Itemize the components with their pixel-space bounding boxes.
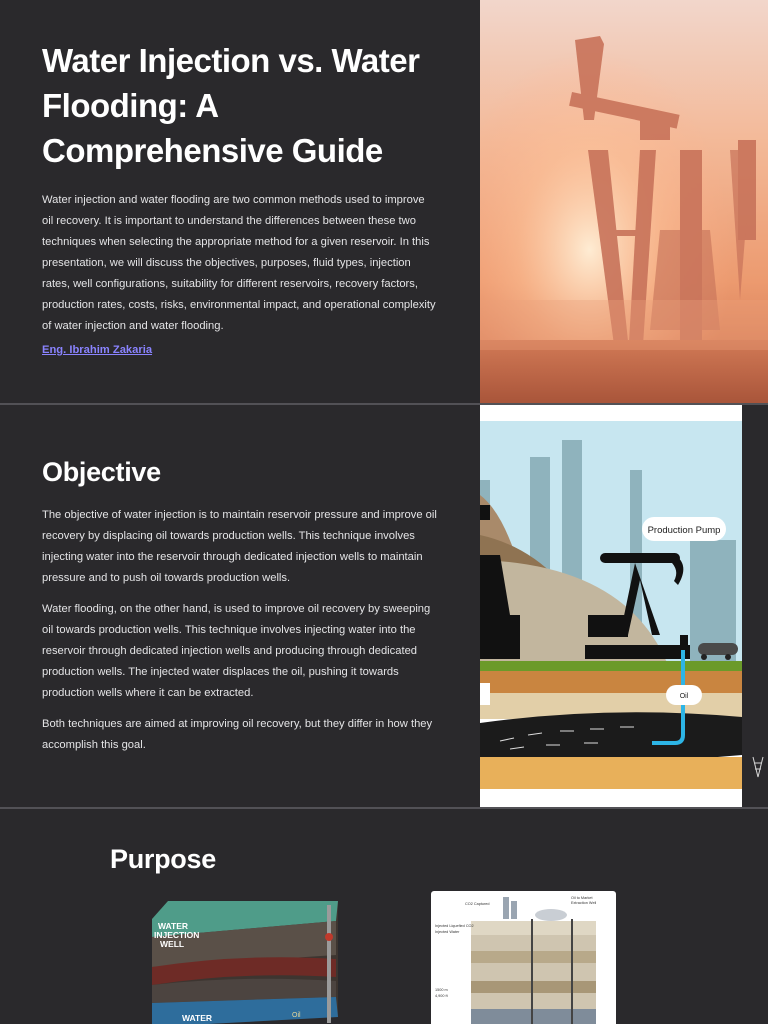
- page-title: Water Injection vs. Water Flooding: A Comprehensive Guide: [42, 42, 420, 169]
- water-injection-well-image: [152, 897, 338, 1024]
- author-link[interactable]: Eng. Ibrahim Zakaria: [42, 344, 153, 356]
- objective-paragraph: The objective of water injection is to maintain reservoir pressure and improve oil recovery by displacing oil towards production wells. This technique involves injecting water into the reservoir through dedicated injection wells to maintain pressure and to push oil towards production wells.: [42, 509, 437, 584]
- oil-label: Oil: [679, 693, 689, 700]
- image-label: CO2 Captured: [465, 902, 490, 906]
- image-label: 1500 m: [435, 988, 448, 992]
- objective-slide: [0, 405, 768, 807]
- image-label: WATER: [158, 921, 189, 931]
- pump-label: Production Pump: [647, 525, 721, 536]
- intro-paragraph: Water injection and water flooding are two common methods used to improve oil recovery. It is important to understand the differences between these two techniques when selecting the appropriate method for a given reservoir. In this presentation, we will discuss the objectives, purposes, fluid types, injection rates, well configurations, suitability for different reservoirs, recovery factors, production rates, costs, risks, environmental impact, and operational complexity of water injection and water flooding.: [42, 194, 436, 332]
- objective-heading: Objective: [42, 457, 161, 487]
- image-label: INJECTION: [154, 930, 200, 940]
- image-label: Oil: [292, 1012, 301, 1019]
- objective-paragraph: Water flooding, on the other hand, is used to improve oil recovery by sweeping oil towards production wells. This technique involves injecting water into the reservoir through dedicated injection wells and producing through dedicated production wells. The injected water displaces the oil, pushing it towards production wells where it can be extracted.: [42, 603, 431, 699]
- image-label: Extraction Well: [571, 901, 597, 905]
- image-label: Injected Water: [435, 930, 460, 934]
- purpose-slide: [0, 809, 768, 1024]
- objective-paragraph: Both techniques are aimed at improving oil recovery, but they differ in how they accomplish this goal.: [42, 718, 433, 751]
- image-label: WELL: [160, 939, 185, 949]
- objective-body: [42, 505, 437, 766]
- title-slide: [0, 0, 768, 403]
- image-label: 4,900 ft: [435, 994, 448, 998]
- oil-production-illustration: [480, 405, 768, 807]
- co2-water-injection-diagram: [431, 891, 616, 1024]
- image-label: Injected Liquefied CO2: [435, 924, 474, 928]
- image-label: Oil to Market: [571, 896, 593, 900]
- purpose-heading: Purpose: [110, 844, 216, 874]
- oil-pumpjack-image: [480, 0, 768, 403]
- image-label: WATER: [182, 1013, 213, 1023]
